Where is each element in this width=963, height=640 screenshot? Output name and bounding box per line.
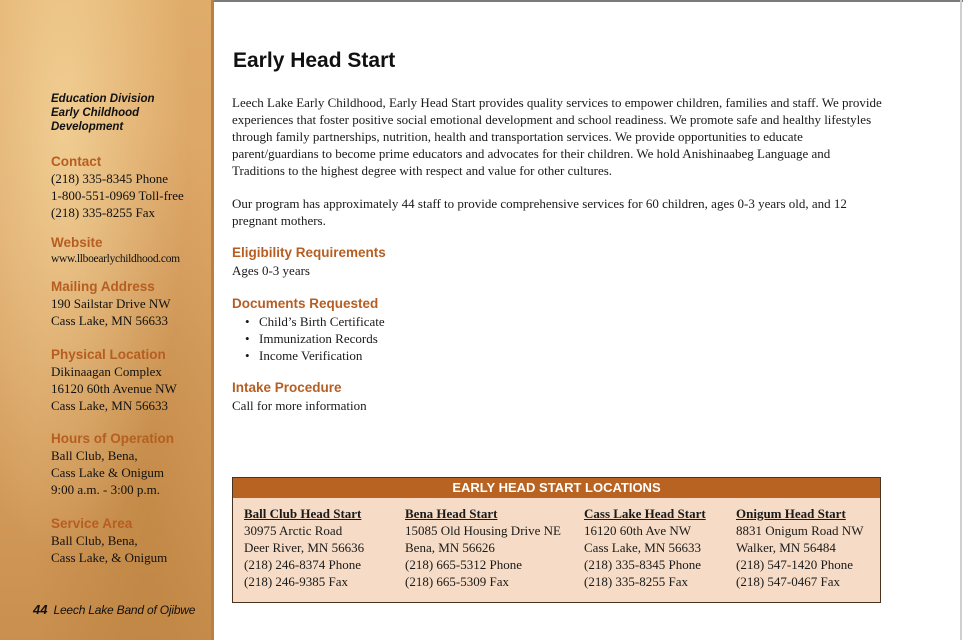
physical-line: Dikinaagan Complex [51, 364, 162, 379]
location-name: Ball Club Head Start [244, 506, 362, 521]
service-line: Ball Club, Bena, [51, 533, 138, 548]
physical-section [51, 346, 211, 414]
locations-header: EARLY HEAD START LOCATIONS [233, 478, 880, 498]
staff-paragraph: Our program has approximately 44 staff to provide comprehensive services for 60 children, ages 0-3 years old, and 12 pregnant mothers. [232, 196, 847, 228]
locations-table [232, 477, 881, 603]
top-divider [214, 0, 963, 2]
list-item: • Child’s Birth Certificate [245, 314, 385, 329]
mailing-line: Cass Lake, MN 56633 [51, 313, 168, 328]
location-name: Cass Lake Head Start [584, 506, 706, 521]
documents-heading: Documents Requested [232, 296, 379, 311]
service-heading: Service Area [51, 516, 133, 531]
documents-list [245, 313, 385, 364]
website-link[interactable]: www.llboearlychildhood.com [51, 253, 180, 265]
service-section [51, 515, 211, 566]
service-line: Cass Lake, & Onigum [51, 550, 168, 565]
list-item: • Income Verification [245, 348, 363, 363]
location-onigum: Onigum Head Start 8831 Onigum Road NW Walker, MN 56484 (218) 547-1420 Phone (218) 547-0467 Fax [736, 506, 864, 589]
bullet-icon: • [245, 331, 250, 346]
contact-fax: (218) 335-8255 Fax [51, 205, 155, 220]
website-heading: Website [51, 235, 103, 250]
hours-heading: Hours of Operation [51, 431, 175, 446]
physical-line: 16120 60th Avenue NW [51, 381, 177, 396]
page-footer [33, 602, 195, 617]
eligibility-heading: Eligibility Requirements [232, 245, 386, 260]
hours-line: Ball Club, Bena, [51, 448, 138, 463]
eligibility-text: Ages 0-3 years [232, 263, 310, 278]
intro-paragraph: Leech Lake Early Childhood, Early Head Start provides quality services to empower children, families and staff. We provide experiences that foster positive social emotional development and school readiness. We promote safe and healthy lifestyles through family partnerships, nutrition, health and transportation services. We provide opportunities to educate parent/guardians to become prime educators and advocates for their children. We hold Anishinaabeg Language and Traditions to the highest degree with respect and value for other cultures. [232, 95, 882, 178]
division-name: Education Division Early Childhood Development [51, 93, 155, 133]
location-bena: Bena Head Start 15085 Old Housing Drive NE Bena, MN 56626 (218) 665-5312 Phone (218) 665-5309 Fax [405, 506, 561, 589]
intake-text: Call for more information [232, 398, 367, 413]
contact-phone: (218) 335-8345 Phone [51, 171, 168, 186]
location-name: Onigum Head Start [736, 506, 846, 521]
page-title: Early Head Start [233, 49, 396, 72]
mailing-heading: Mailing Address [51, 279, 155, 294]
mailing-section [51, 278, 211, 329]
mailing-line: 190 Sailstar Drive NW [51, 296, 171, 311]
physical-line: Cass Lake, MN 56633 [51, 398, 168, 413]
contact-tollfree: 1-800-551-0969 Toll-free [51, 188, 184, 203]
right-divider [960, 0, 962, 640]
sidebar [0, 0, 214, 640]
hours-line: Cass Lake & Onigum [51, 465, 165, 480]
page-number: 44 [33, 602, 48, 617]
footer-org: Leech Lake Band of Ojibwe [53, 603, 196, 617]
hours-section [51, 430, 211, 498]
website-section [51, 234, 211, 268]
location-name: Bena Head Start [405, 506, 498, 521]
bullet-icon: • [245, 314, 250, 329]
bullet-icon: • [245, 348, 250, 363]
location-cass-lake: Cass Lake Head Start 16120 60th Ave NW Cass Lake, MN 56633 (218) 335-8345 Phone (218) 335-8255 Fax [584, 506, 706, 589]
list-item: • Immunization Records [245, 331, 378, 346]
physical-heading: Physical Location [51, 347, 166, 362]
intake-heading: Intake Procedure [232, 380, 342, 395]
contact-section [51, 153, 211, 221]
contact-heading: Contact [51, 154, 102, 169]
location-ball-club: Ball Club Head Start 30975 Arctic Road Deer River, MN 56636 (218) 246-8374 Phone (218) 246-9385 Fax [244, 506, 365, 589]
hours-line: 9:00 a.m. - 3:00 p.m. [51, 482, 161, 497]
